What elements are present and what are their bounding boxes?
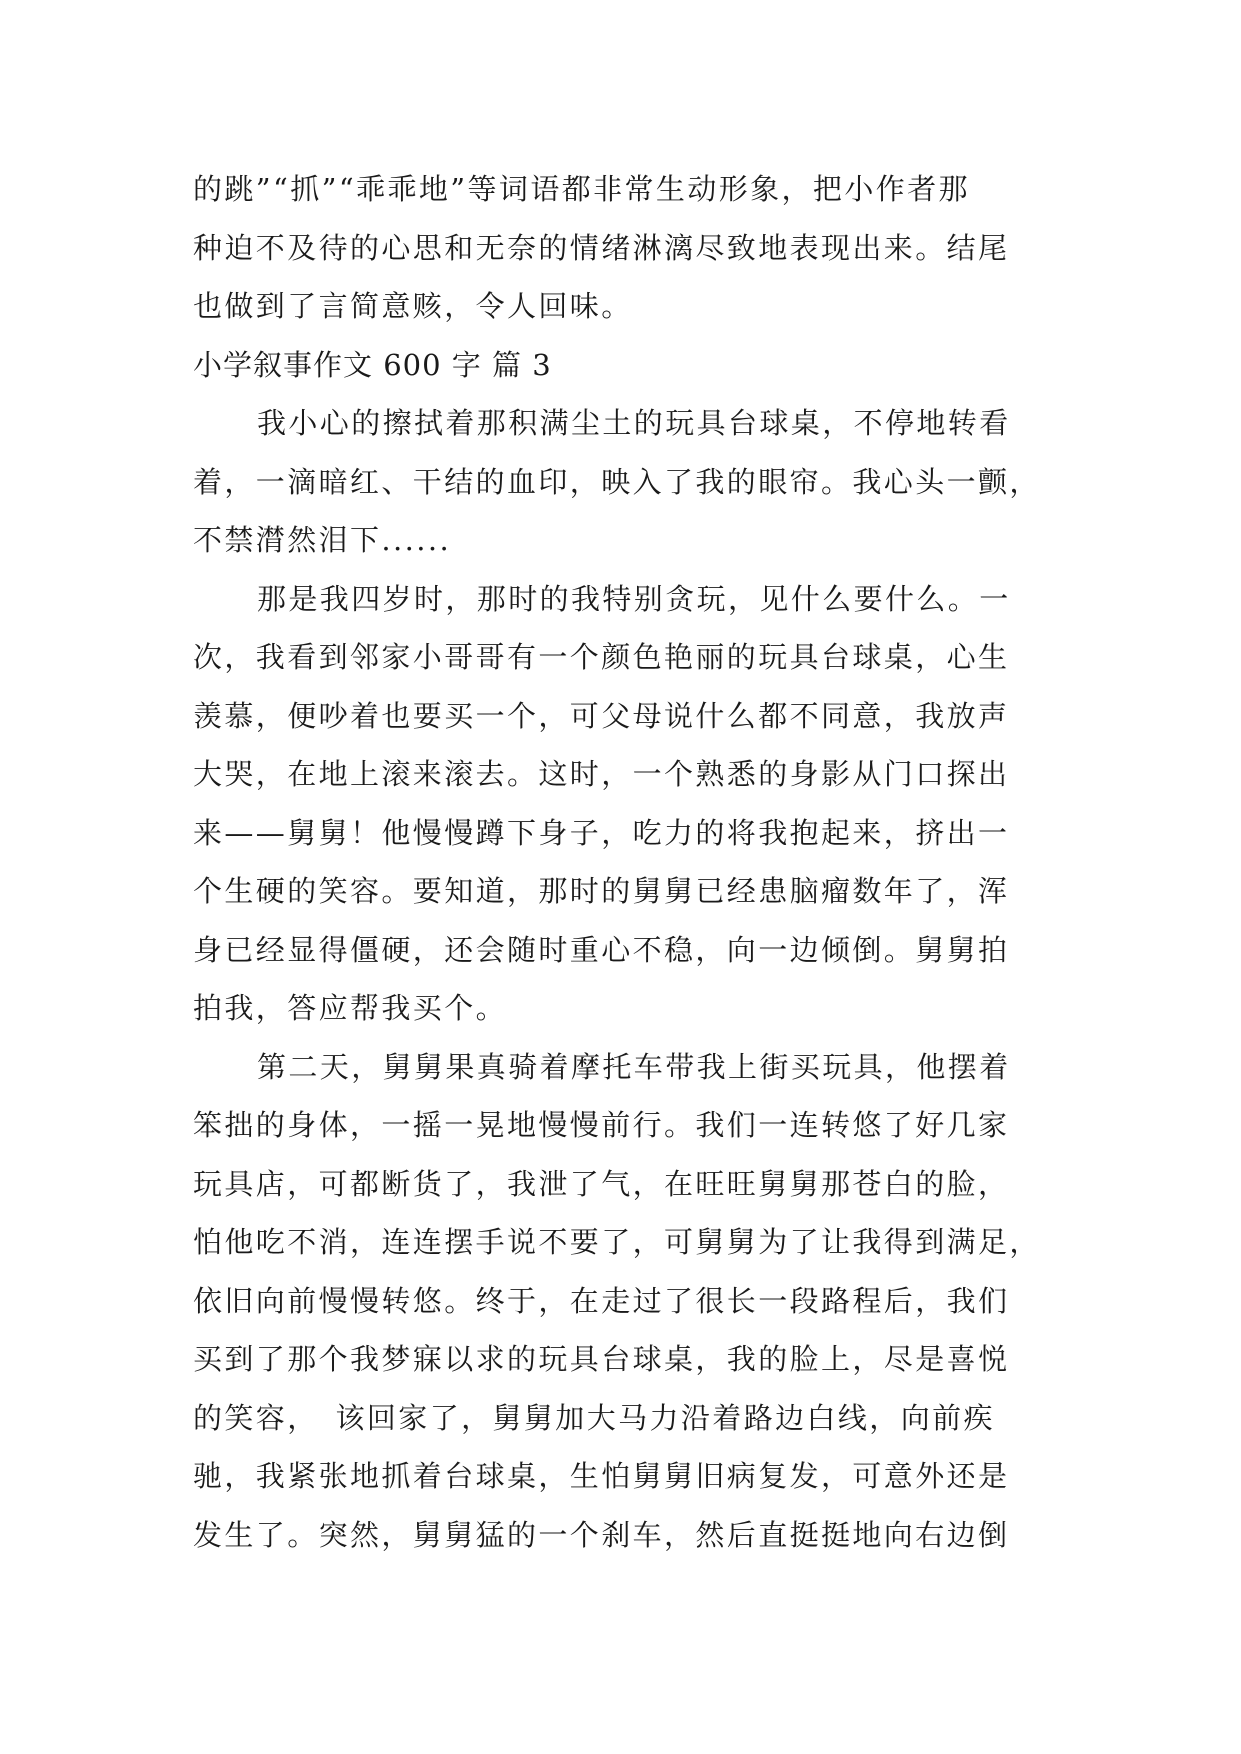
paragraph-line: 大哭，在地上滚来滚去。这时，一个熟悉的身影从门口探出 <box>193 757 1010 791</box>
paragraph-line: 发生了。突然，舅舅猛的一个刹车，然后直挺挺地向右边倒 <box>193 1517 1010 1552</box>
paragraph-line: 怕他吃不消，连连摆手说不要了，可舅舅为了让我得到满足， <box>193 1225 1041 1259</box>
paragraph-line: 买到了那个我梦寐以求的玩具台球桌，我的脸上，尽是喜悦 <box>193 1342 1010 1376</box>
paragraph-line: 依旧向前慢慢转悠。终于，在走过了很长一段路程后，我们 <box>193 1283 1010 1318</box>
paragraph-line: 玩具店，可都断货了，我泄了气，在旺旺舅舅那苍白的脸， <box>193 1166 1010 1201</box>
paragraph-line: 笨拙的身体，一摇一晃地慢慢前行。我们一连转悠了好几家 <box>193 1108 1010 1142</box>
paragraph-first-line: 第二天，舅舅果真骑着摩托车带我上街买玩具，他摆着 <box>257 1049 1011 1084</box>
paragraph-line: 着，一滴暗红、干结的血印，映入了我的眼帘。我心头一颤， <box>193 464 1041 499</box>
section-heading: 小学叙事作文 600 字 篇 3 <box>193 347 552 382</box>
paragraph-line: 的跳”“抓”“乖乖地”等词语都非常生动形象，把小作者那 <box>193 172 970 206</box>
paragraph-line: 不禁潸然泪下...... <box>193 523 452 557</box>
paragraph-line: 的笑容， 该回家了，舅舅加大马力沿着路边白线，向前疾 <box>193 1400 995 1435</box>
paragraph-line: 拍我，答应帮我买个。 <box>193 991 508 1025</box>
paragraph-line: 驰，我紧张地抓着台球桌，生怕舅舅旧病复发，可意外还是 <box>193 1459 1010 1493</box>
paragraph-line: 个生硬的笑容。要知道，那时的舅舅已经患脑瘤数年了，浑 <box>193 874 1010 908</box>
document-body <box>193 160 1053 1564</box>
paragraph-line: 身已经显得僵硬，还会随时重心不稳，向一边倾倒。舅舅拍 <box>193 932 1010 967</box>
paragraph-line: 来——舅舅！他慢慢蹲下身子，吃力的将我抱起来，挤出一 <box>193 815 1010 850</box>
paragraph-line: 羡慕，便吵着也要买一个，可父母说什么都不同意，我放声 <box>193 698 1010 733</box>
paragraph-line: 也做到了言简意赅，令人回味。 <box>193 289 633 323</box>
paragraph-line: 次，我看到邻家小哥哥有一个颜色艳丽的玩具台球桌，心生 <box>193 640 1010 674</box>
paragraph-first-line: 那是我四岁时，那时的我特别贪玩，见什么要什么。一 <box>257 581 1011 616</box>
paragraph-line: 种迫不及待的心思和无奈的情绪淋漓尽致地表现出来。结尾 <box>193 230 1010 265</box>
paragraph-first-line: 我小心的擦拭着那积满尘土的玩具台球桌，不停地转看 <box>257 406 1011 440</box>
